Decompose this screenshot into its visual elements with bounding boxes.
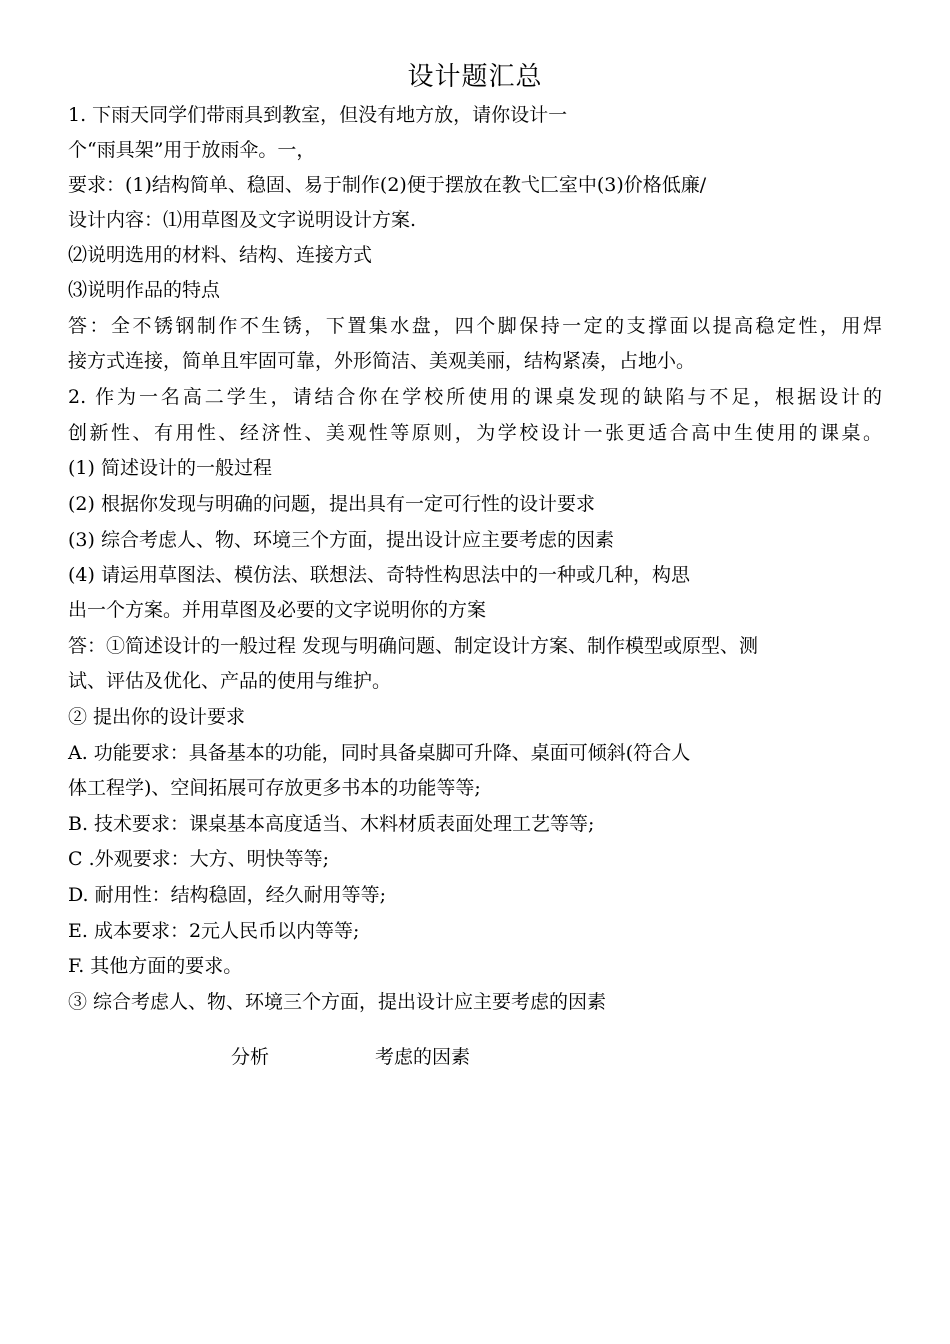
answer-2-heading-3: ③ 综合考虑人、物、环境三个方面，提出设计应主要考虑的因素	[68, 991, 607, 1013]
question-2-line-1: 2. 作为一名高二学生，请结合你在学校所使用的课桌发现的缺陷与不足，根据设计的	[68, 386, 882, 408]
question-1-line-2: 个“雨具架”用于放雨伞。一，	[68, 139, 316, 161]
requirement-a-line-1: A. 功能要求：具备基本的功能，同时具备桌脚可升降、桌面可倾斜(符合人	[68, 742, 691, 764]
requirement-a-line-2: 体工程学)、空间拓展可存放更多书本的功能等等;	[68, 777, 481, 799]
question-2-sub-1: (1) 简述设计的一般过程	[68, 457, 272, 479]
requirement-b: B. 技术要求：课桌基本高度适当、木料材质表面处理工艺等等;	[68, 813, 595, 835]
question-1-item-3: ⑶说明作品的特点	[68, 279, 221, 301]
column-header-factors: 考虑的因素	[375, 1046, 471, 1068]
answer-1-line-2: 接方式连接，简单且牢固可靠，外形简洁、美观美丽，结构紧凑，占地小。	[68, 350, 696, 372]
answer-2-line-1: 答：①简述设计的一般过程 发现与明确问题、制定设计方案、制作模型或原型、测	[68, 635, 759, 657]
answer-1-line-1: 答：全不锈钢制作不生锈，下置集水盘，四个脚保持一定的支撑面以提高稳定性，用焊	[68, 315, 882, 337]
requirement-f: F. 其他方面的要求。	[68, 955, 243, 977]
requirement-d: D. 耐用性：结构稳固，经久耐用等等;	[68, 884, 387, 906]
question-2-sub-3: (3) 综合考虑人、物、环境三个方面，提出设计应主要考虑的因素	[68, 529, 614, 551]
question-1-content: 设计内容：⑴用草图及文字说明设计方案.	[68, 209, 417, 231]
question-2-sub-4-line-2: 出一个方案。并用草图及必要的文字说明你的方案	[68, 599, 487, 621]
question-1-item-2: ⑵说明选用的材料、结构、连接方式	[68, 244, 373, 266]
question-2-line-2: 创新性、有用性、经济性、美观性等原则，为学校设计一张更适合高中生使用的课桌。	[68, 422, 882, 444]
column-header-analysis: 分析	[231, 1046, 270, 1068]
question-2-sub-2: (2) 根据你发现与明确的问题，提出具有一定可行性的设计要求	[68, 493, 595, 515]
page-title: 设计题汇总	[407, 62, 543, 92]
question-1-requirements: 要求：(1)结构简单、稳固、易于制作(2)便于摆放在教弋匚室中(3)价格低廉/	[68, 174, 707, 196]
requirement-c: C .外观要求：大方、明快等等;	[68, 848, 330, 870]
answer-2-line-2: 试、评估及优化、产品的使用与维护。	[68, 670, 392, 692]
question-1-line-1: 1. 下雨天同学们带雨具到教室，但没有地方放，请你设计一	[68, 104, 568, 126]
requirement-e: E. 成本要求：2元人民币以内等等;	[68, 920, 360, 942]
answer-2-heading-2: ② 提出你的设计要求	[68, 706, 246, 728]
question-2-sub-4-line-1: (4) 请运用草图法、模仿法、联想法、奇特性构思法中的一种或几种，构思	[68, 564, 690, 586]
